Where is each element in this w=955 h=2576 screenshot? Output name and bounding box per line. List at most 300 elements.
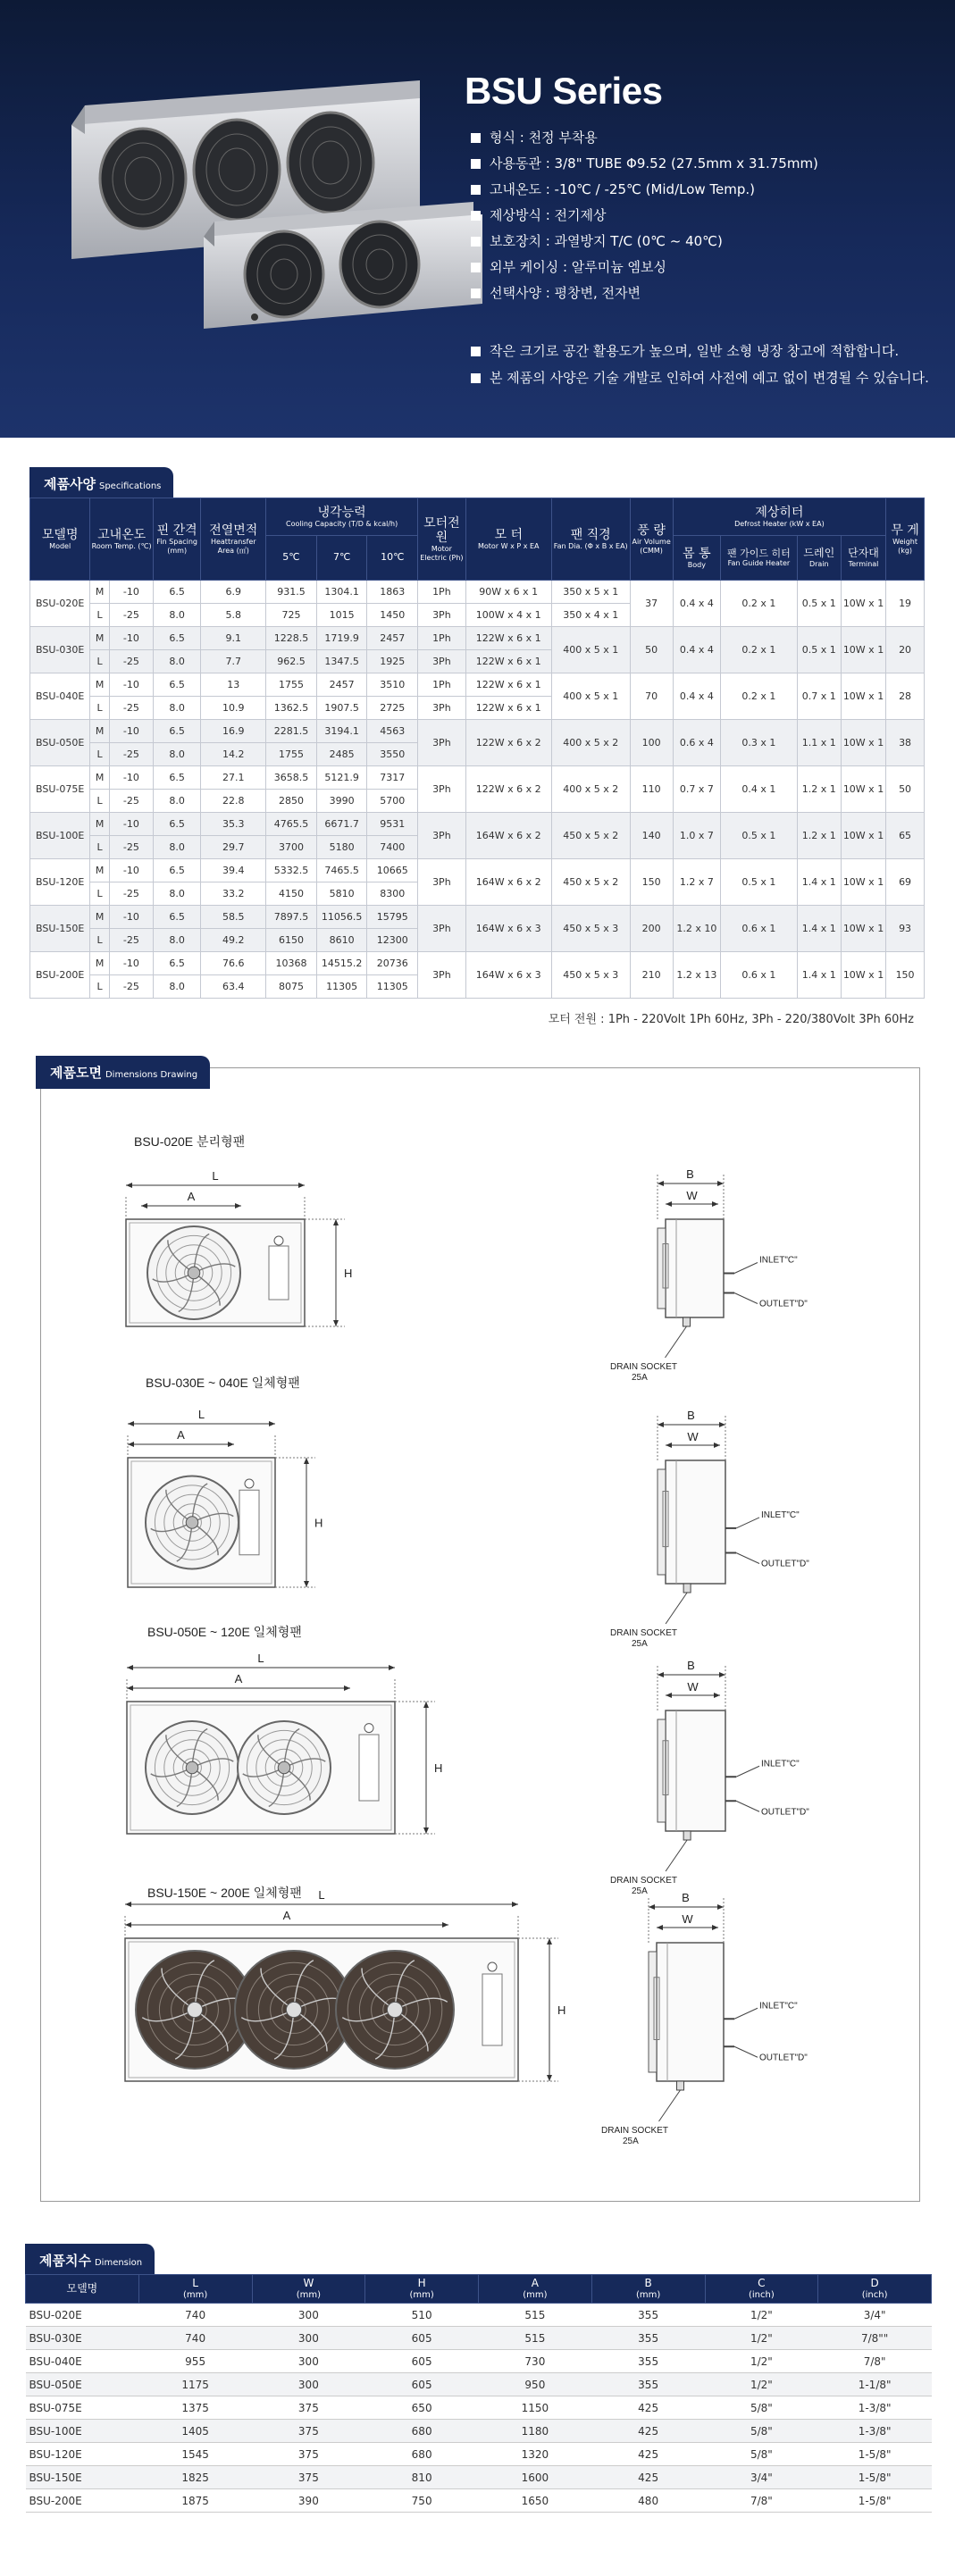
feature-item: 보호장치 : 과열방지 T/C (0℃ ~ 40℃)	[471, 229, 818, 255]
terminal-box	[239, 1490, 259, 1555]
dimension-cell: 650	[365, 2396, 479, 2420]
temp-class-cell: M	[90, 859, 109, 882]
side-mount	[658, 1228, 666, 1309]
spec-cell: 6.5	[153, 859, 200, 882]
dimension-cell: 740	[138, 2304, 252, 2327]
spec-cell: 5180	[316, 836, 367, 859]
drain-label: DRAIN SOCKET	[610, 1362, 678, 1372]
inlet-label: INLET"C"	[761, 1510, 800, 1520]
dim-label-L: L	[257, 1652, 264, 1665]
dimension-header-unit: (mm)	[409, 2289, 434, 2300]
model-cell: BSU-040E	[30, 673, 90, 720]
fan-cell: 350 x 5 x 1	[551, 581, 630, 604]
fitting	[274, 1236, 283, 1245]
weight-cell: 65	[886, 813, 925, 859]
dimension-cell: 1825	[138, 2466, 252, 2489]
inlet-label: INLET"C"	[761, 1759, 800, 1769]
drawing-section-label: 제품도면 Dimensions Drawing	[36, 1056, 210, 1089]
terminal-cell: 10W x 1	[841, 673, 885, 720]
spec-cell: -25	[109, 650, 153, 673]
header-fan: 팬 직경 Fan Dia. (Φ x B x EA)	[551, 498, 630, 581]
temp-class-cell: L	[90, 697, 109, 720]
body-cell: 0.6 x 4	[673, 720, 720, 766]
arrow-head	[649, 1904, 655, 1910]
arrow-head	[127, 1685, 133, 1691]
dimension-cell: 1650	[479, 2489, 592, 2513]
power-cell: 3Ph	[418, 697, 465, 720]
fan-hub	[387, 2002, 402, 2017]
fan-cell: 400 x 5 x 2	[551, 720, 630, 766]
dimension-cell: 480	[591, 2489, 705, 2513]
fanguide-cell: 0.2 x 1	[721, 673, 798, 720]
leader-line	[736, 1801, 759, 1811]
spec-cell: 1755	[266, 673, 317, 697]
drawing-title: BSU-020E 분리형팬	[134, 1134, 246, 1149]
drain-label: DRAIN SOCKET	[610, 1876, 678, 1886]
power-cell: 3Ph	[418, 906, 465, 952]
dimension-cell: 375	[252, 2443, 365, 2466]
spec-cell: 11305	[316, 975, 367, 999]
spec-cell: 8.0	[153, 743, 200, 766]
spec-cell: -10	[109, 581, 153, 604]
dimension-cell: 3/4"	[818, 2304, 932, 2327]
body-cell: 0.7 x 7	[673, 766, 720, 813]
terminal-cell: 10W x 1	[841, 766, 885, 813]
spec-cell: 3194.1	[316, 720, 367, 743]
spec-cell: 8.0	[153, 650, 200, 673]
fan-cell: 400 x 5 x 1	[551, 627, 630, 673]
weight-cell: 20	[886, 627, 925, 673]
fan-hub	[186, 1761, 198, 1774]
leader-line	[736, 1766, 759, 1777]
motor-cell: 90W x 6 x 1	[465, 581, 551, 604]
dimension-model-cell: BSU-100E	[26, 2420, 139, 2443]
arrow-head	[712, 1925, 718, 1930]
spec-cell: 7400	[367, 836, 418, 859]
dim-label-W: W	[687, 1680, 699, 1694]
arrow-head	[442, 1922, 448, 1928]
drawing-title: BSU-150E ~ 200E 일체형팬	[147, 1886, 302, 1900]
arrow-head	[423, 1827, 429, 1834]
model-cell: BSU-120E	[30, 859, 90, 906]
fitting	[364, 1724, 373, 1733]
dimension-cell: 515	[479, 2327, 592, 2350]
leader-line	[666, 1840, 687, 1871]
fanguide-cell: 0.4 x 1	[721, 766, 798, 813]
body-cell: 1.2 x 10	[673, 906, 720, 952]
power-cell: 1Ph	[418, 627, 465, 650]
spec-cell: 2457	[316, 673, 367, 697]
dimension-cell: 680	[365, 2443, 479, 2466]
dimension-cell: 1-5/8"	[818, 2466, 932, 2489]
header-terminal: 단자대 Terminal	[841, 536, 885, 581]
dimension-header	[591, 2275, 705, 2304]
dimension-model-cell: BSU-120E	[26, 2443, 139, 2466]
spec-cell: 8.0	[153, 882, 200, 906]
dim-label-B: B	[682, 1891, 690, 1904]
arrow-head	[298, 1183, 305, 1188]
dimension-cell: 1/2"	[705, 2350, 818, 2373]
dimension-cell: 1-5/8"	[818, 2443, 932, 2466]
dimension-cell: 7/8""	[818, 2327, 932, 2350]
dimension-cell: 810	[365, 2466, 479, 2489]
dimension-model-cell: BSU-030E	[26, 2327, 139, 2350]
spec-cell: 10368	[266, 952, 317, 975]
arrow-head	[714, 1443, 720, 1448]
dimension-cell: 1-3/8"	[818, 2420, 932, 2443]
dimension-cell: 605	[365, 2350, 479, 2373]
terminal-box	[359, 1735, 379, 1801]
spec-cell: 49.2	[201, 929, 266, 952]
arrow-head	[423, 1702, 429, 1708]
dimension-cell: 955	[138, 2350, 252, 2373]
spec-cell: 7.7	[201, 650, 266, 673]
model-cell: BSU-075E	[30, 766, 90, 813]
header-area: 전열면적 Heattransfer Area (㎡)	[201, 498, 266, 581]
dimension-header-label: C	[758, 2277, 766, 2290]
arrow-head	[333, 1320, 339, 1326]
cmm-cell: 140	[630, 813, 673, 859]
spec-cell: 6.5	[153, 720, 200, 743]
dimension-header-label: 모델명	[66, 2281, 98, 2295]
dimension-cell: 1180	[479, 2420, 592, 2443]
arrow-head	[333, 1219, 339, 1225]
arrow-head	[127, 1665, 133, 1670]
cmm-cell: 110	[630, 766, 673, 813]
body-cell: 1.2 x 13	[673, 952, 720, 999]
spec-cell: -25	[109, 604, 153, 627]
dimension-header	[252, 2275, 365, 2304]
dimension-cell: 750	[365, 2489, 479, 2513]
weight-cell: 150	[886, 952, 925, 999]
dimension-header-label: A	[531, 2277, 539, 2290]
dimension-cell: 425	[591, 2396, 705, 2420]
dimension-cell: 355	[591, 2327, 705, 2350]
spec-cell: 8.0	[153, 697, 200, 720]
fan-cell: 450 x 5 x 3	[551, 952, 630, 999]
arrow-head	[657, 1925, 663, 1930]
dimension-cell: 7/8"	[818, 2350, 932, 2373]
spec-cell: 8.0	[153, 836, 200, 859]
arrow-head	[125, 1902, 131, 1907]
header-motor: 모 터 Motor W x P x EA	[465, 498, 551, 581]
spec-cell: 20736	[367, 952, 418, 975]
spec-cell: 39.4	[201, 859, 266, 882]
dimension-cell: 1-5/8"	[818, 2489, 932, 2513]
fanguide-cell: 0.2 x 1	[721, 581, 798, 627]
dimension-cell: 1375	[138, 2396, 252, 2420]
motor-cell: 164W x 6 x 3	[465, 952, 551, 999]
terminal-cell: 10W x 1	[841, 859, 885, 906]
arrow-head	[128, 1442, 134, 1447]
weight-cell: 19	[886, 581, 925, 627]
dimension-header	[479, 2275, 592, 2304]
arrow-head	[141, 1203, 147, 1209]
fanguide-cell: 0.5 x 1	[721, 813, 798, 859]
weight-cell: 93	[886, 906, 925, 952]
fanguide-cell: 0.2 x 1	[721, 627, 798, 673]
dimension-cell: 1545	[138, 2443, 252, 2466]
spec-cell: 962.5	[266, 650, 317, 673]
dimension-header	[365, 2275, 479, 2304]
spec-cell: 9531	[367, 813, 418, 836]
fitting	[488, 1962, 497, 1971]
temp-class-cell: L	[90, 929, 109, 952]
spec-cell: 6.5	[153, 952, 200, 975]
dimension-cell: 740	[138, 2327, 252, 2350]
drain-cell: 1.2 x 1	[797, 813, 841, 859]
spec-cell: 6150	[266, 929, 317, 952]
spec-cell: 1755	[266, 743, 317, 766]
dimension-cell: 1-3/8"	[818, 2396, 932, 2420]
note-item: 본 제품의 사양은 기술 개발로 인하여 사전에 예고 없이 변경될 수 있습니다.	[471, 364, 929, 391]
feature-item: 외부 케이싱 : 알루미늄 엠보싱	[471, 255, 818, 280]
dimension-cell: 425	[591, 2443, 705, 2466]
spec-cell: 58.5	[201, 906, 266, 929]
dimension-model-cell: BSU-200E	[26, 2489, 139, 2513]
dimension-cell: 605	[365, 2373, 479, 2396]
dimension-header	[26, 2275, 139, 2304]
unit-side-body	[666, 1219, 724, 1317]
fanguide-cell: 0.5 x 1	[721, 859, 798, 906]
arrow-head	[126, 1183, 132, 1188]
dimension-header-unit: (mm)	[523, 2289, 548, 2300]
weight-cell: 28	[886, 673, 925, 720]
arrow-head	[304, 1581, 309, 1587]
spec-section-label: 제품사양 Specifications	[29, 467, 173, 500]
spec-cell: 9.1	[201, 627, 266, 650]
terminal-cell: 10W x 1	[841, 627, 885, 673]
dimension-row	[26, 2350, 932, 2373]
spec-cell: 8300	[367, 882, 418, 906]
arrow-head	[125, 1922, 131, 1928]
arrow-head	[666, 1693, 672, 1698]
temp-class-cell: L	[90, 975, 109, 999]
fan-cell: 350 x 4 x 1	[551, 604, 630, 627]
dimension-cell: 425	[591, 2466, 705, 2489]
dimension-cell: 5/8"	[705, 2443, 818, 2466]
dimension-cell: 1/2"	[705, 2373, 818, 2396]
inlet-label: INLET"C"	[759, 2001, 798, 2011]
spec-cell: 27.1	[201, 766, 266, 790]
fan-hub	[278, 1761, 290, 1774]
leader-line	[659, 2090, 681, 2121]
header-room-temp: 고내온도 Room Temp. (℃)	[90, 498, 154, 581]
spec-cell: 1228.5	[266, 627, 317, 650]
spec-cell: 35.3	[201, 813, 266, 836]
spec-cell: -25	[109, 929, 153, 952]
fan-cell: 450 x 5 x 2	[551, 859, 630, 906]
drawing-title: BSU-030E ~ 040E 일체형팬	[146, 1376, 300, 1390]
dimension-cell: 5/8"	[705, 2420, 818, 2443]
spec-cell: 11056.5	[316, 906, 367, 929]
drain-size-label: 25A	[632, 1639, 648, 1649]
dimension-cell: 1405	[138, 2420, 252, 2443]
side-mount	[658, 1469, 666, 1575]
fan-cell: 400 x 5 x 2	[551, 766, 630, 813]
spec-cell: 3658.5	[266, 766, 317, 790]
arrow-head	[719, 1672, 725, 1677]
arrow-head	[666, 1443, 672, 1448]
spec-cell: 1719.9	[316, 627, 367, 650]
terminal-box	[269, 1246, 289, 1300]
temp-class-cell: M	[90, 627, 109, 650]
temp-class-cell: M	[90, 952, 109, 975]
leader-line	[734, 1293, 758, 1304]
feature-item: 형식 : 천정 부착용	[471, 125, 818, 151]
body-cell: 0.4 x 4	[673, 581, 720, 627]
dim-label-B: B	[687, 1659, 695, 1672]
arrow-head	[717, 1904, 724, 1910]
dimension-cell: 390	[252, 2489, 365, 2513]
power-cell: 1Ph	[418, 581, 465, 604]
dimension-header	[138, 2275, 252, 2304]
dim-label-H: H	[344, 1267, 353, 1280]
header-air: 풍 량 Air Volume (CMM)	[630, 498, 673, 581]
leader-line	[666, 1326, 687, 1358]
spec-cell: -25	[109, 882, 153, 906]
motor-cell: 100W x 4 x 1	[465, 604, 551, 627]
drain-size-label: 25A	[632, 1886, 648, 1896]
outlet-label: OUTLET"D"	[759, 1299, 808, 1309]
motor-cell: 122W x 6 x 1	[465, 697, 551, 720]
model-cell: BSU-020E	[30, 581, 90, 627]
spec-cell: 2281.5	[266, 720, 317, 743]
fanguide-cell: 0.3 x 1	[721, 720, 798, 766]
model-cell: BSU-100E	[30, 813, 90, 859]
drain-socket	[677, 2081, 684, 2090]
dimension-cell: 950	[479, 2373, 592, 2396]
spec-cell: 8075	[266, 975, 317, 999]
dim-label-L: L	[318, 1888, 325, 1902]
dimension-cell: 1175	[138, 2373, 252, 2396]
spec-cell: -25	[109, 836, 153, 859]
drain-label: DRAIN SOCKET	[601, 2126, 669, 2136]
header-weight: 무 게 Weight (kg)	[886, 498, 925, 581]
note-item: 작은 크기로 공간 활용도가 높으며, 일반 소형 냉장 창고에 적합합니다.	[471, 338, 929, 364]
dimension-cell: 730	[479, 2350, 592, 2373]
spec-cell: 10.9	[201, 697, 266, 720]
spec-cell: 8610	[316, 929, 367, 952]
fan-hub	[188, 1267, 200, 1279]
dimension-table	[25, 2274, 932, 2513]
fanguide-cell: 0.6 x 1	[721, 906, 798, 952]
drain-cell: 1.4 x 1	[797, 906, 841, 952]
spec-cell: 4150	[266, 882, 317, 906]
dim-label-W: W	[686, 1189, 698, 1202]
spec-cell: 6.5	[153, 813, 200, 836]
dimension-header-unit: (inch)	[748, 2289, 775, 2300]
dimension-cell: 510	[365, 2304, 479, 2327]
spec-cell: 15795	[367, 906, 418, 929]
dimension-cell: 1875	[138, 2489, 252, 2513]
dimension-row	[26, 2420, 932, 2443]
feature-item: 선택사양 : 평창변, 전자변	[471, 280, 818, 306]
motor-cell: 122W x 6 x 2	[465, 720, 551, 766]
spec-cell: 8.0	[153, 604, 200, 627]
spec-cell: 8.0	[153, 790, 200, 813]
drain-cell: 1.2 x 1	[797, 766, 841, 813]
power-cell: 3Ph	[418, 720, 465, 766]
arrow-head	[389, 1665, 395, 1670]
spec-cell: 6.5	[153, 766, 200, 790]
temp-class-cell: M	[90, 720, 109, 743]
header-fin-spacing: 핀 간격 Fin Spacing (mm)	[153, 498, 200, 581]
drain-cell: 0.5 x 1	[797, 581, 841, 627]
arrow-head	[269, 1421, 275, 1426]
spec-cell: 931.5	[266, 581, 317, 604]
spec-cell: 2457	[367, 627, 418, 650]
spec-cell: 6.9	[201, 581, 266, 604]
header-drain: 드레인 Drain	[797, 536, 841, 581]
drain-size-label: 25A	[623, 2137, 639, 2146]
drain-socket	[683, 1584, 691, 1593]
dimension-header	[818, 2275, 932, 2304]
dimension-cell: 355	[591, 2373, 705, 2396]
body-cell: 1.2 x 7	[673, 859, 720, 906]
dimension-row	[26, 2396, 932, 2420]
arrow-head	[712, 1201, 718, 1207]
dim-label-H: H	[434, 1761, 443, 1775]
temp-class-cell: M	[90, 581, 109, 604]
terminal-cell: 10W x 1	[841, 581, 885, 627]
spec-cell: 8.0	[153, 975, 200, 999]
temp-class-cell: L	[90, 743, 109, 766]
drain-cell: 1.1 x 1	[797, 720, 841, 766]
model-cell: BSU-200E	[30, 952, 90, 999]
spec-cell: 1015	[316, 604, 367, 627]
cmm-cell: 50	[630, 627, 673, 673]
spec-cell: 3550	[367, 743, 418, 766]
spec-cell: 725	[266, 604, 317, 627]
fan-cell: 450 x 5 x 3	[551, 906, 630, 952]
dim-label-A: A	[234, 1672, 243, 1685]
dimension-model-cell: BSU-150E	[26, 2466, 139, 2489]
unit-side-body	[666, 1710, 725, 1831]
temp-class-cell: L	[90, 604, 109, 627]
spec-cell: 1304.1	[316, 581, 367, 604]
dimension-row	[26, 2373, 932, 2396]
spec-cell: 22.8	[201, 790, 266, 813]
leader-line	[666, 1593, 687, 1624]
arrow-head	[228, 1442, 234, 1447]
dimension-cell: 3/4"	[705, 2466, 818, 2489]
arrow-head	[304, 1458, 309, 1464]
arrow-head	[666, 1201, 672, 1207]
spec-cell: -10	[109, 859, 153, 882]
drain-cell: 0.7 x 1	[797, 673, 841, 720]
dimension-row	[26, 2304, 932, 2327]
dim-label-B: B	[687, 1409, 695, 1422]
unit-side-body	[657, 1943, 724, 2081]
dimension-cell: 1/2"	[705, 2304, 818, 2327]
drain-label: DRAIN SOCKET	[610, 1628, 678, 1638]
spec-cell: 29.7	[201, 836, 266, 859]
dimension-model-cell: BSU-075E	[26, 2396, 139, 2420]
dimension-model-cell: BSU-020E	[26, 2304, 139, 2327]
spec-cell: 7897.5	[266, 906, 317, 929]
motor-cell: 164W x 6 x 3	[465, 906, 551, 952]
motor-cell: 164W x 6 x 2	[465, 859, 551, 906]
spec-cell: 10665	[367, 859, 418, 882]
dimension-cell: 300	[252, 2327, 365, 2350]
arrow-head	[344, 1685, 350, 1691]
dim-label-B: B	[686, 1167, 694, 1181]
spec-cell: -10	[109, 673, 153, 697]
header-fanguide: 팬 가이드 히터 Fan Guide Heater	[721, 536, 798, 581]
spec-cell: 14.2	[201, 743, 266, 766]
fan-cell: 400 x 5 x 1	[551, 673, 630, 720]
